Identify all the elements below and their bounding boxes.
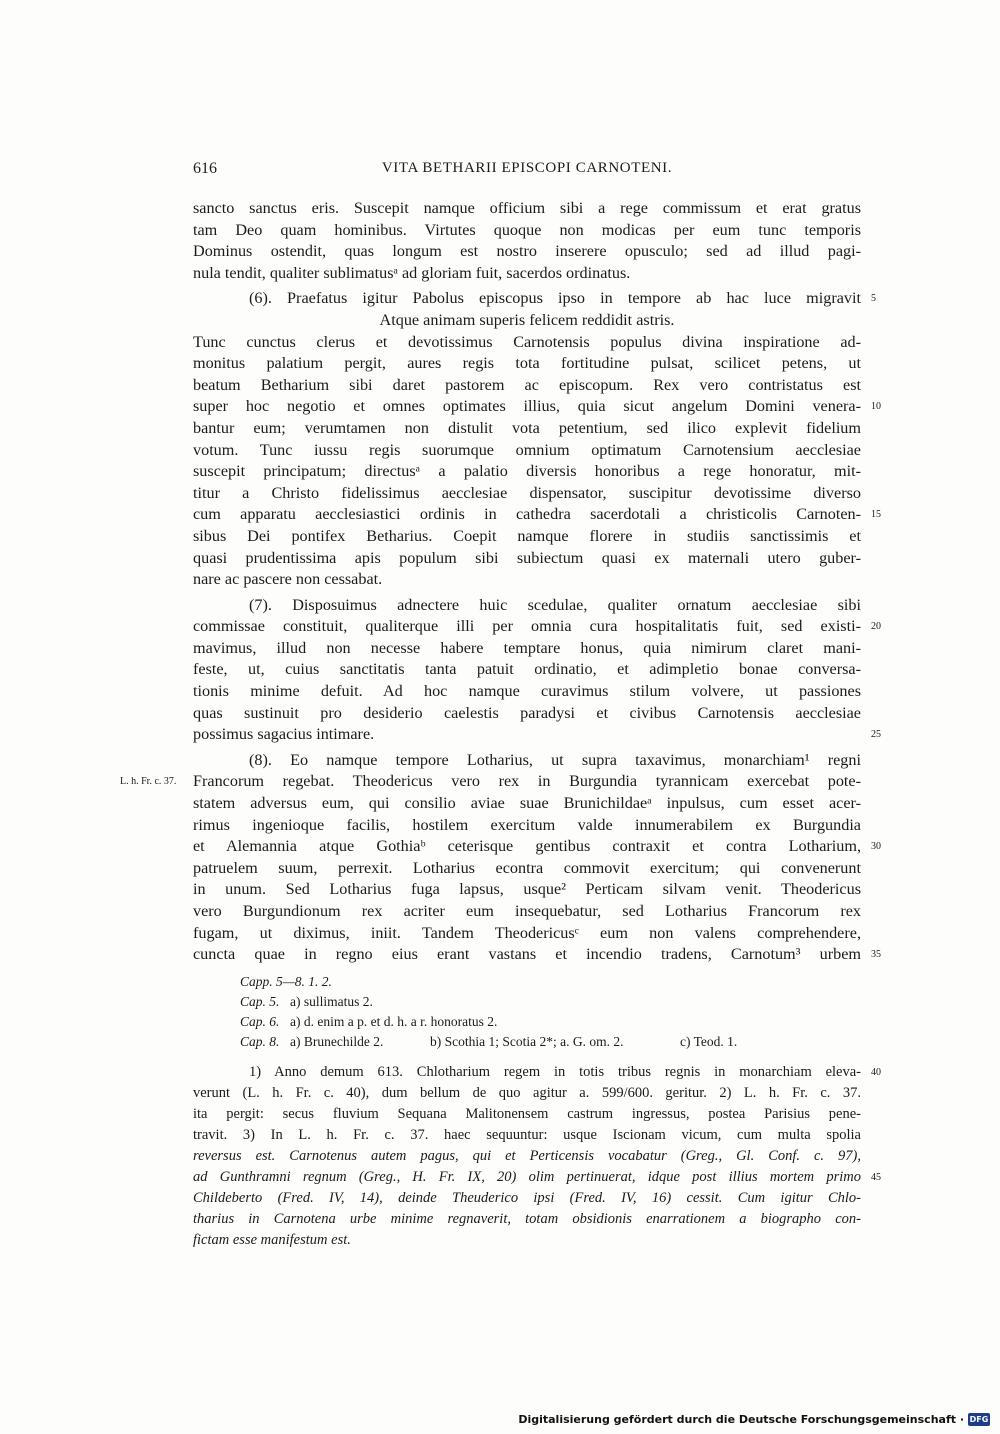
- line-number: 10: [871, 401, 881, 413]
- text-line: monitus palatium pergit, aures regis tota fortitudine pulsat, scilicet petens, ut: [193, 354, 861, 373]
- main-text: [120, 198, 881, 966]
- text-line: statem adversus eum, qui consilio aviae suae Brunichildaeᵃ inpulsus, cum esset acer-: [193, 794, 861, 813]
- text-line: votum. Tunc iussu regis suorumque omnium optimatum Carnotensium aecclesiae: [193, 440, 861, 459]
- apparatus-line: Cap. 6. a) d. enim a p. et d. h. a r. honoratus 2.: [240, 1014, 498, 1029]
- footnote-line: travit. 3) In L. h. Fr. c. 37. haec sequuntur: usque Iscionam vicum, cum multa spolia: [193, 1127, 861, 1143]
- footnote-line: tharius in Carnotena urbe minime regnaverit, totam obsidionis enarrationem a biographo con-: [193, 1211, 861, 1227]
- apparatus-line: Capp. 5—8. 1. 2.: [240, 974, 332, 989]
- text-line: sibus Dei pontifex Betharius. Coepit namque florere in studiis sanctissimis et: [193, 526, 861, 545]
- text-line: sancto sanctus eris. Suscepit namque officium sibi a rege commissum et erat gratus: [193, 199, 861, 217]
- text-line: rimus ingenioque facilis, hostilem exercitum valde innumerabilem ex Burgundia: [193, 815, 861, 834]
- page-header: [193, 160, 861, 184]
- text-line: titur a Christo fidelissimus aecclesiae dispensator, suscipitur devotissime diverso: [193, 483, 861, 502]
- apparatus-line: Cap. 5. a) sullimatus 2.: [240, 994, 373, 1009]
- footnote-line: reversus est. Carnotenus autem pagus, qui et Perticensis vocabatur (Greg., Gl. Conf. c. 97),: [193, 1148, 861, 1164]
- text-line: quasi prudentissima apis populum sibi subiectum quasi ex maternali utero guber-: [193, 548, 861, 567]
- text-line: Dominus ostendit, quas longum est nostro inserere opusculo; sed ad illud pagi-: [193, 242, 861, 261]
- text-line: et Alemannia atque Gothiaᵇ ceterisque gentibus contraxit et contra Lotharium, 30: [193, 836, 861, 858]
- line-number: 45: [871, 1172, 881, 1183]
- text-line: beatum Betharium sibi daret pastorem ac episcopum. Rex vero contristatus est: [193, 375, 861, 394]
- chapter-6-start: (6). Praefatus igitur Pabolus episcopus ipso in tempore ab hac luce migravit 5: [193, 288, 861, 310]
- text-line: cuncta quae in regno eius erant vastans et incendio tradens, Carnotum³ urbem 35: [193, 944, 861, 966]
- footnote-line: 1) Anno demum 613. Chlotharium regem in totis tribus regnis in monarchiam eleva- 40: [193, 1062, 861, 1083]
- text-line: possimus sagacius intimare. 25: [193, 724, 861, 746]
- line-number: 30: [871, 841, 881, 853]
- line-number: 35: [871, 949, 881, 961]
- critical-apparatus: [240, 972, 860, 1052]
- funding-credit: [518, 1413, 990, 1426]
- chapter-8-start: (8). Eo namque tempore Lotharius, ut supra taxavimus, monarchiam¹ regni: [249, 750, 861, 769]
- text-line: in unum. Sed Lotharius fuga lapsus, usque² Perticam silvam venit. Theodericus: [193, 880, 861, 899]
- text-line: Tunc cunctus clerus et devotissimus Carnotensis populus divina inspiratione ad-: [193, 332, 861, 351]
- apparatus-line: Cap. 8. a) Brunechilde 2. b) Scothia 1; Scotia 2*; a. G. om. 2. c) Teod. 1.: [240, 1034, 738, 1049]
- text-line: nare ac pascere non cessabat.: [193, 570, 383, 589]
- text-line: suscepit principatum; directusᵃ a palatio diversis honoribus a rege honoratur, mit-: [193, 462, 861, 481]
- text-line: tam Deo quam hominibus. Virtutes quoque non modicas per eum tunc temporis: [193, 220, 861, 239]
- text-line: patruelem suum, perrexit. Lotharius econtra commovit exercitum; qui convenerunt: [193, 858, 861, 877]
- line-number: 40: [871, 1067, 881, 1078]
- text-line: mavimus, illud non necesse habere temptare honus, quia nimirum claret mani-: [193, 638, 861, 657]
- dfg-logo-icon: DFG: [969, 1415, 989, 1424]
- footnote-line: fictam esse manifestum est.: [193, 1232, 351, 1248]
- text-line: bantur eum; verumtamen non distulit vota petentium, sed ilico explevit fidelium: [193, 418, 861, 437]
- chapter-7-start: (7). Disposuimus adnectere huic scedulae, qualiter ornatum aecclesiae sibi: [249, 595, 861, 614]
- text-line: vero Burgundionum rex acriter eum insequebatur, sed Lotharius Francorum rex: [193, 902, 861, 920]
- footnotes: [193, 1062, 881, 1251]
- page-number: 616: [193, 160, 217, 177]
- text-line: tionis minime defuit. Ad hoc namque curavimus stilum volvere, ut passiones: [193, 682, 861, 701]
- margin-reference: L. h. Fr. c. 37.: [120, 776, 177, 788]
- funding-text: Digitalisierung gefördert durch die Deutsche Forschungsgemeinschaft ·: [518, 1413, 964, 1426]
- verse-line: Atque animam superis felicem reddidit astris.: [379, 310, 675, 329]
- footnote-line: Childeberto (Fred. IV, 14), deinde Theuderico ipsi (Fred. IV, 16) cessit. Cum igitur Chlo-: [193, 1190, 861, 1206]
- running-title: VITA BETHARII EPISCOPI CARNOTENI.: [381, 160, 673, 176]
- text-line: feste, ut, cuius sanctitatis tanta patuit ordinatio, et adimpletio bonae conversa-: [193, 660, 861, 679]
- footnote-line: ita pergit: secus fluvium Sequana Malitonensem castrum ingressus, postea Parisius pene-: [193, 1106, 861, 1122]
- line-number: 5: [871, 293, 876, 305]
- text-line: super hoc negotio et omnes optimates illius, quia sicut angelum Domini venera- 10: [193, 396, 861, 418]
- line-number: 15: [871, 509, 881, 521]
- text-line: cum apparatu aecclesiastici ordinis in cathedra sacerdotali a christicolis Carnoten- 15: [193, 504, 861, 526]
- footnote-line: verunt (L. h. Fr. c. 40), dum bellum de quo agitur a. 599/600. geritur. 2) L. h. Fr. c. 37.: [193, 1085, 861, 1101]
- text-line: quas sustinuit pro desiderio caelestis paradysi et civibus Carnotensis aecclesiae: [193, 703, 861, 722]
- text-line: L. h. Fr. c. 37. Francorum regebat. Theodericus vero rex in Burgundia tyrannicam exercebat pote-: [193, 771, 861, 793]
- line-number: 25: [871, 729, 881, 741]
- text-line: fugam, ut diximus, iniit. Tandem Theodericusᶜ eum non valens comprehendere,: [193, 923, 861, 942]
- line-number: 20: [871, 621, 881, 633]
- footnote-line: ad Gunthramni regnum (Greg., H. Fr. IX, 20) olim pertinuerat, idque post illius mortem primo 45: [193, 1167, 861, 1188]
- text-line: nula tendit, qualiter sublimatusᵃ ad gloriam fuit, sacerdos ordinatus.: [193, 263, 631, 282]
- text-line: commissae constituit, qualiterque illi per omnia cura hospitalitatis fuit, sed existi- 20: [193, 616, 861, 638]
